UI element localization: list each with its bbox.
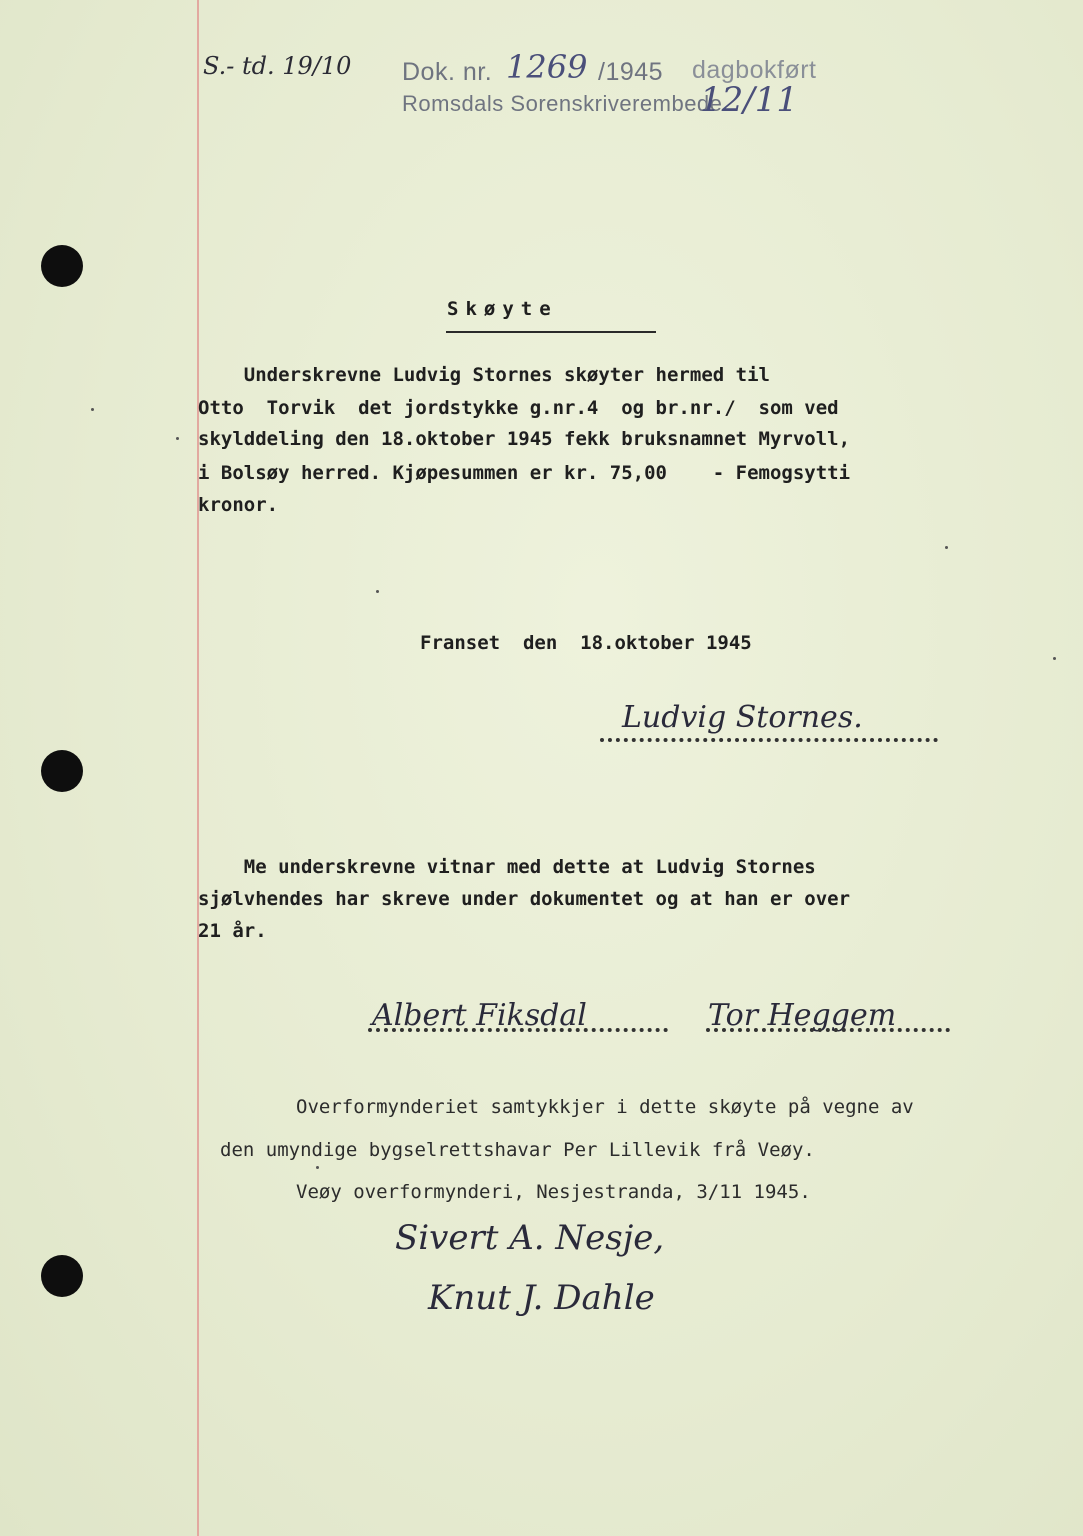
witness-signature-right: Tor Heggem	[708, 998, 897, 1033]
registration-date: 12/11	[700, 80, 798, 120]
body-line: kronor.	[198, 494, 279, 516]
place-date: Franset den 18.oktober 1945	[420, 632, 752, 654]
handwritten-note: S.- td. 19/10	[203, 52, 352, 80]
body-line: Otto Torvik det jordstykke g.nr.4 og br.nr./ som ved	[198, 397, 839, 419]
guardian-line: den umyndige bygselrettshavar Per Lillevik frå Veøy.	[220, 1139, 815, 1161]
witness-dotted-line-left	[368, 1028, 668, 1032]
body-line: i Bolsøy herred. Kjøpesummen er kr. 75,00 - Femogsytti	[198, 462, 851, 484]
signature-dotted-line	[600, 738, 938, 742]
stamp-year: /1945	[598, 58, 664, 86]
stamp-office: Romsdals Sorenskriverembede.	[402, 91, 730, 116]
witness-signature-left: Albert Fiksdal	[372, 998, 587, 1033]
paper-speck	[91, 408, 94, 411]
paper-speck	[945, 546, 948, 549]
doc-number: 1269	[506, 48, 588, 86]
witness-line: Me underskrevne vitnar med dette at Ludvig Stornes	[198, 856, 816, 878]
seller-signature: Ludvig Stornes.	[622, 700, 863, 735]
witness-line: 21 år.	[198, 920, 267, 942]
witness-dotted-line-right	[706, 1028, 950, 1032]
guardian-signature: Knut J. Dahle	[428, 1278, 655, 1318]
paper-speck	[176, 437, 179, 440]
paper-speck	[376, 590, 379, 593]
punch-hole-bottom	[41, 1255, 83, 1297]
punch-hole-top	[41, 245, 83, 287]
guardian-signature: Sivert A. Nesje,	[395, 1218, 665, 1258]
guardian-line: Veøy overformynderi, Nesjestranda, 3/11 1945.	[296, 1181, 811, 1203]
margin-rule	[197, 0, 199, 1536]
stamp-doc-label: Dok. nr.	[402, 58, 493, 86]
punch-hole-middle	[41, 750, 83, 792]
document-title: Skøyte	[447, 298, 558, 320]
witness-line: sjølvhendes har skreve under dokumentet og at han er over	[198, 888, 851, 910]
paper-speck	[316, 1166, 319, 1169]
paper-speck	[1053, 657, 1056, 660]
guardian-line: Overformynderiet samtykkjer i dette skøyte på vegne av	[296, 1096, 914, 1118]
title-underline	[446, 331, 656, 333]
body-line: Underskrevne Ludvig Stornes skøyter hermed til	[198, 364, 770, 386]
stamp-registered: dagbokført	[692, 56, 817, 84]
body-line: skylddeling den 18.oktober 1945 fekk bruksnamnet Myrvoll,	[198, 428, 851, 450]
